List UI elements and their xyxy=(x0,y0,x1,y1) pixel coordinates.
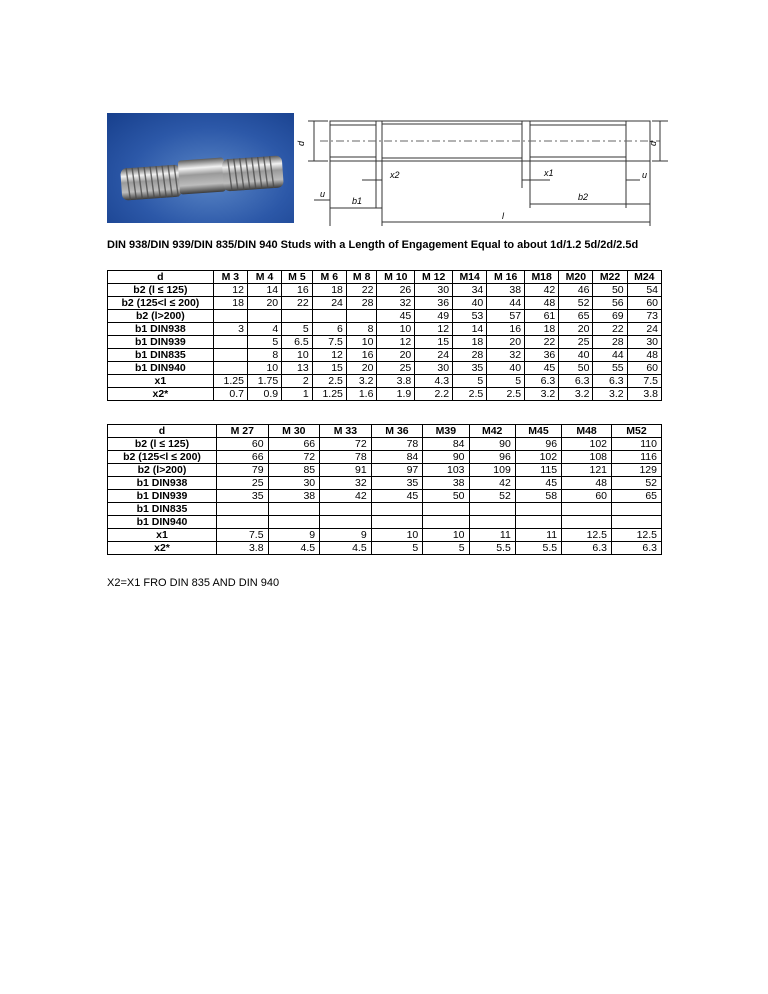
table-row xyxy=(108,375,662,388)
table-row xyxy=(108,310,662,323)
value-cell: 45 xyxy=(515,477,561,490)
header-cell: M 27 xyxy=(217,425,269,438)
value-cell xyxy=(217,516,269,529)
stud-technical-drawing xyxy=(296,108,668,230)
value-cell: 72 xyxy=(268,451,320,464)
value-cell: 20 xyxy=(377,349,415,362)
value-cell: 96 xyxy=(469,451,515,464)
header-cell: M39 xyxy=(423,425,469,438)
value-cell: 18 xyxy=(525,323,559,336)
table-row xyxy=(108,503,662,516)
value-cell: 48 xyxy=(562,477,612,490)
value-cell: 108 xyxy=(562,451,612,464)
value-cell: 102 xyxy=(562,438,612,451)
value-cell: 5 xyxy=(453,375,487,388)
table-header-row xyxy=(108,271,662,284)
value-cell: 10 xyxy=(247,362,281,375)
stud-photo-graphic xyxy=(107,113,294,223)
value-cell: 25 xyxy=(377,362,415,375)
row-label-cell: x1 xyxy=(108,375,214,388)
value-cell: 16 xyxy=(346,349,377,362)
value-cell: 52 xyxy=(559,297,593,310)
value-cell: 4.5 xyxy=(320,542,372,555)
value-cell xyxy=(213,362,247,375)
table-row xyxy=(108,464,662,477)
row-label-cell: x1 xyxy=(108,529,217,542)
value-cell: 12 xyxy=(377,336,415,349)
value-cell xyxy=(320,503,372,516)
row-label-cell: b2 (l>200) xyxy=(108,464,217,477)
value-cell: 18 xyxy=(453,336,487,349)
value-cell: 25 xyxy=(559,336,593,349)
value-cell: 32 xyxy=(487,349,525,362)
drawing-label-l: l xyxy=(502,211,504,221)
value-cell: 35 xyxy=(217,490,269,503)
value-cell: 0.7 xyxy=(213,388,247,401)
header-cell: d xyxy=(108,271,214,284)
value-cell: 48 xyxy=(627,349,661,362)
header-cell: M 33 xyxy=(320,425,372,438)
value-cell: 2.5 xyxy=(487,388,525,401)
value-cell: 40 xyxy=(559,349,593,362)
table-body xyxy=(108,438,662,555)
value-cell: 15 xyxy=(415,336,453,349)
value-cell: 25 xyxy=(217,477,269,490)
value-cell: 10 xyxy=(282,349,313,362)
value-cell: 3.2 xyxy=(346,375,377,388)
header-cell: M20 xyxy=(559,271,593,284)
table-row xyxy=(108,284,662,297)
value-cell xyxy=(312,310,346,323)
header-cell: M 5 xyxy=(282,271,313,284)
value-cell: 52 xyxy=(612,477,662,490)
value-cell: 54 xyxy=(627,284,661,297)
value-cell: 30 xyxy=(268,477,320,490)
value-cell: 6.3 xyxy=(562,542,612,555)
value-cell: 42 xyxy=(469,477,515,490)
value-cell: 60 xyxy=(627,362,661,375)
row-label-cell: b2 (l ≤ 125) xyxy=(108,284,214,297)
value-cell: 14 xyxy=(247,284,281,297)
value-cell xyxy=(213,336,247,349)
value-cell: 97 xyxy=(371,464,423,477)
value-cell: 0.9 xyxy=(247,388,281,401)
value-cell: 50 xyxy=(559,362,593,375)
footnote: X2=X1 FRO DIN 835 AND DIN 940 xyxy=(107,577,280,589)
value-cell: 12 xyxy=(415,323,453,336)
value-cell: 5.5 xyxy=(515,542,561,555)
value-cell xyxy=(423,503,469,516)
value-cell: 61 xyxy=(525,310,559,323)
value-cell xyxy=(423,516,469,529)
value-cell: 24 xyxy=(312,297,346,310)
row-label-cell: b1 DIN940 xyxy=(108,516,217,529)
row-label-cell: b1 DIN939 xyxy=(108,490,217,503)
value-cell: 2.5 xyxy=(312,375,346,388)
table-row xyxy=(108,362,662,375)
value-cell: 10 xyxy=(423,529,469,542)
value-cell: 6.3 xyxy=(593,375,627,388)
header-cell: M42 xyxy=(469,425,515,438)
value-cell: 3.8 xyxy=(217,542,269,555)
value-cell: 36 xyxy=(525,349,559,362)
header-cell: M 16 xyxy=(487,271,525,284)
header-cell: M48 xyxy=(562,425,612,438)
value-cell: 11 xyxy=(469,529,515,542)
value-cell: 55 xyxy=(593,362,627,375)
value-cell: 20 xyxy=(487,336,525,349)
row-label-cell: b2 (125<l ≤ 200) xyxy=(108,451,217,464)
value-cell: 12.5 xyxy=(562,529,612,542)
value-cell: 30 xyxy=(415,362,453,375)
value-cell xyxy=(213,349,247,362)
value-cell: 38 xyxy=(487,284,525,297)
value-cell: 50 xyxy=(593,284,627,297)
value-cell: 46 xyxy=(559,284,593,297)
row-label-cell: b2 (l>200) xyxy=(108,310,214,323)
value-cell: 65 xyxy=(612,490,662,503)
table-row xyxy=(108,438,662,451)
header-cell: M14 xyxy=(453,271,487,284)
table-row xyxy=(108,336,662,349)
value-cell: 5 xyxy=(423,542,469,555)
value-cell: 36 xyxy=(415,297,453,310)
value-cell: 1.25 xyxy=(312,388,346,401)
value-cell: 8 xyxy=(346,323,377,336)
value-cell: 3.2 xyxy=(525,388,559,401)
value-cell: 20 xyxy=(559,323,593,336)
table-row xyxy=(108,388,662,401)
value-cell: 12 xyxy=(213,284,247,297)
value-cell: 10 xyxy=(346,336,377,349)
drawing-label-d-right: d xyxy=(648,140,658,146)
value-cell: 44 xyxy=(487,297,525,310)
header-cell: M 8 xyxy=(346,271,377,284)
value-cell: 6.3 xyxy=(559,375,593,388)
value-cell: 78 xyxy=(320,451,372,464)
value-cell: 28 xyxy=(346,297,377,310)
value-cell: 1.6 xyxy=(346,388,377,401)
value-cell: 4 xyxy=(247,323,281,336)
value-cell: 42 xyxy=(320,490,372,503)
value-cell: 9 xyxy=(268,529,320,542)
value-cell: 52 xyxy=(469,490,515,503)
drawing-label-d-left: d xyxy=(296,140,306,146)
table-body xyxy=(108,284,662,401)
table-caption: DIN 938/DIN 939/DIN 835/DIN 940 Studs with a Length of Engagement Equal to about 1d/1.2 5d/2d/2.5d xyxy=(107,239,639,251)
value-cell xyxy=(217,503,269,516)
value-cell: 73 xyxy=(627,310,661,323)
value-cell: 110 xyxy=(612,438,662,451)
header-cell: M18 xyxy=(525,271,559,284)
value-cell: 49 xyxy=(415,310,453,323)
value-cell: 30 xyxy=(415,284,453,297)
value-cell: 34 xyxy=(453,284,487,297)
value-cell: 1 xyxy=(282,388,313,401)
value-cell: 12.5 xyxy=(612,529,662,542)
header-cell: M22 xyxy=(593,271,627,284)
value-cell: 60 xyxy=(217,438,269,451)
stud-table-small-sizes xyxy=(107,270,662,401)
value-cell: 85 xyxy=(268,464,320,477)
value-cell: 18 xyxy=(312,284,346,297)
value-cell xyxy=(612,503,662,516)
value-cell: 72 xyxy=(320,438,372,451)
value-cell: 69 xyxy=(593,310,627,323)
value-cell: 32 xyxy=(377,297,415,310)
value-cell: 35 xyxy=(371,477,423,490)
value-cell: 44 xyxy=(593,349,627,362)
value-cell: 4.5 xyxy=(268,542,320,555)
row-label-cell: x2* xyxy=(108,542,217,555)
header-cell: M 4 xyxy=(247,271,281,284)
value-cell: 90 xyxy=(469,438,515,451)
row-label-cell: b1 DIN938 xyxy=(108,323,214,336)
value-cell: 13 xyxy=(282,362,313,375)
value-cell: 53 xyxy=(453,310,487,323)
value-cell xyxy=(515,503,561,516)
value-cell xyxy=(268,516,320,529)
value-cell: 116 xyxy=(612,451,662,464)
value-cell: 22 xyxy=(282,297,313,310)
table-row xyxy=(108,477,662,490)
value-cell: 6.3 xyxy=(525,375,559,388)
value-cell: 121 xyxy=(562,464,612,477)
header-cell: M 36 xyxy=(371,425,423,438)
value-cell xyxy=(562,516,612,529)
value-cell: 14 xyxy=(453,323,487,336)
table-row xyxy=(108,490,662,503)
value-cell: 102 xyxy=(515,451,561,464)
value-cell: 5 xyxy=(247,336,281,349)
value-cell xyxy=(469,503,515,516)
value-cell xyxy=(213,310,247,323)
value-cell xyxy=(371,516,423,529)
value-cell xyxy=(371,503,423,516)
header-cell: M 10 xyxy=(377,271,415,284)
value-cell xyxy=(282,310,313,323)
value-cell: 40 xyxy=(487,362,525,375)
value-cell: 5.5 xyxy=(469,542,515,555)
value-cell: 32 xyxy=(320,477,372,490)
value-cell xyxy=(562,503,612,516)
value-cell: 26 xyxy=(377,284,415,297)
value-cell: 40 xyxy=(453,297,487,310)
value-cell: 129 xyxy=(612,464,662,477)
stud-photo xyxy=(107,113,294,223)
value-cell: 109 xyxy=(469,464,515,477)
value-cell: 2 xyxy=(282,375,313,388)
value-cell: 84 xyxy=(423,438,469,451)
row-label-cell: b1 DIN835 xyxy=(108,503,217,516)
table-row xyxy=(108,451,662,464)
value-cell: 5 xyxy=(371,542,423,555)
value-cell: 45 xyxy=(377,310,415,323)
table-row xyxy=(108,297,662,310)
value-cell: 5 xyxy=(282,323,313,336)
value-cell xyxy=(346,310,377,323)
value-cell: 90 xyxy=(423,451,469,464)
row-label-cell: b2 (l ≤ 125) xyxy=(108,438,217,451)
row-label-cell: b2 (125<l ≤ 200) xyxy=(108,297,214,310)
value-cell: 57 xyxy=(487,310,525,323)
value-cell xyxy=(612,516,662,529)
drawing-label-x1: x1 xyxy=(544,168,554,178)
value-cell: 10 xyxy=(377,323,415,336)
table-row xyxy=(108,349,662,362)
value-cell: 8 xyxy=(247,349,281,362)
value-cell: 28 xyxy=(453,349,487,362)
value-cell: 9 xyxy=(320,529,372,542)
value-cell: 11 xyxy=(515,529,561,542)
value-cell: 24 xyxy=(415,349,453,362)
header-cell: M 3 xyxy=(213,271,247,284)
value-cell: 66 xyxy=(268,438,320,451)
value-cell xyxy=(320,516,372,529)
value-cell: 18 xyxy=(213,297,247,310)
value-cell: 10 xyxy=(371,529,423,542)
table-row xyxy=(108,542,662,555)
value-cell: 66 xyxy=(217,451,269,464)
row-label-cell: b1 DIN938 xyxy=(108,477,217,490)
drawing-label-x2: x2 xyxy=(390,170,400,180)
header-cell: M45 xyxy=(515,425,561,438)
value-cell: 16 xyxy=(282,284,313,297)
table-row xyxy=(108,529,662,542)
value-cell: 20 xyxy=(346,362,377,375)
header-cell: d xyxy=(108,425,217,438)
value-cell: 12 xyxy=(312,349,346,362)
value-cell: 50 xyxy=(423,490,469,503)
row-label-cell: b1 DIN940 xyxy=(108,362,214,375)
value-cell: 56 xyxy=(593,297,627,310)
value-cell: 79 xyxy=(217,464,269,477)
value-cell: 7.5 xyxy=(312,336,346,349)
value-cell: 1.75 xyxy=(247,375,281,388)
value-cell: 28 xyxy=(593,336,627,349)
value-cell: 22 xyxy=(593,323,627,336)
drawing-label-b1: b1 xyxy=(352,196,363,206)
header-cell: M 12 xyxy=(415,271,453,284)
value-cell: 24 xyxy=(627,323,661,336)
value-cell: 60 xyxy=(627,297,661,310)
value-cell: 2.2 xyxy=(415,388,453,401)
value-cell: 38 xyxy=(423,477,469,490)
row-label-cell: b1 DIN939 xyxy=(108,336,214,349)
value-cell: 2.5 xyxy=(453,388,487,401)
value-cell: 3.8 xyxy=(627,388,661,401)
value-cell: 4.3 xyxy=(415,375,453,388)
row-label-cell: b1 DIN835 xyxy=(108,349,214,362)
value-cell: 115 xyxy=(515,464,561,477)
value-cell: 48 xyxy=(525,297,559,310)
header-cell: M 6 xyxy=(312,271,346,284)
value-cell: 35 xyxy=(453,362,487,375)
header-cell: M52 xyxy=(612,425,662,438)
value-cell: 1.25 xyxy=(213,375,247,388)
value-cell: 22 xyxy=(346,284,377,297)
value-cell: 5 xyxy=(487,375,525,388)
value-cell: 60 xyxy=(562,490,612,503)
value-cell: 96 xyxy=(515,438,561,451)
value-cell: 3.2 xyxy=(559,388,593,401)
value-cell: 91 xyxy=(320,464,372,477)
value-cell: 7.5 xyxy=(217,529,269,542)
value-cell: 16 xyxy=(487,323,525,336)
value-cell: 78 xyxy=(371,438,423,451)
value-cell: 6.5 xyxy=(282,336,313,349)
value-cell: 7.5 xyxy=(627,375,661,388)
drawing-label-u-right: u xyxy=(642,170,648,180)
value-cell: 42 xyxy=(525,284,559,297)
value-cell: 15 xyxy=(312,362,346,375)
header-cell: M 30 xyxy=(268,425,320,438)
value-cell: 38 xyxy=(268,490,320,503)
drawing-label-u-left: u xyxy=(320,189,326,199)
value-cell: 1.9 xyxy=(377,388,415,401)
drawing-label-b2: b2 xyxy=(578,192,589,202)
value-cell: 45 xyxy=(371,490,423,503)
value-cell: 3.8 xyxy=(377,375,415,388)
value-cell: 103 xyxy=(423,464,469,477)
value-cell: 6 xyxy=(312,323,346,336)
value-cell xyxy=(247,310,281,323)
value-cell: 6.3 xyxy=(612,542,662,555)
row-label-cell: x2* xyxy=(108,388,214,401)
value-cell: 84 xyxy=(371,451,423,464)
value-cell xyxy=(515,516,561,529)
stud-table-large-sizes xyxy=(107,424,662,555)
table-row xyxy=(108,323,662,336)
value-cell: 58 xyxy=(515,490,561,503)
value-cell: 22 xyxy=(525,336,559,349)
value-cell: 30 xyxy=(627,336,661,349)
table-header-row xyxy=(108,425,662,438)
value-cell xyxy=(469,516,515,529)
value-cell xyxy=(268,503,320,516)
table-row xyxy=(108,516,662,529)
value-cell: 65 xyxy=(559,310,593,323)
value-cell: 45 xyxy=(525,362,559,375)
value-cell: 3 xyxy=(213,323,247,336)
value-cell: 20 xyxy=(247,297,281,310)
value-cell: 3.2 xyxy=(593,388,627,401)
header-cell: M24 xyxy=(627,271,661,284)
